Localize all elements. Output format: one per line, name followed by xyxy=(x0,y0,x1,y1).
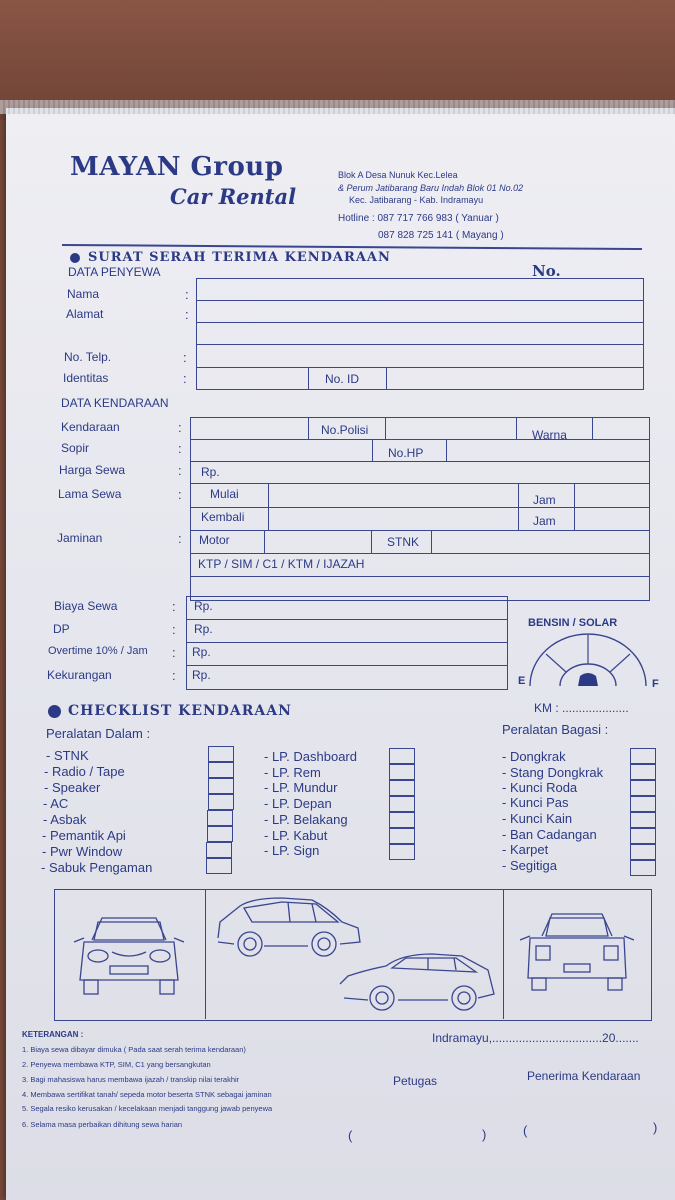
mulai-label: Mulai xyxy=(210,487,239,501)
car-side-right-icon xyxy=(336,950,500,1012)
bullet-icon xyxy=(70,253,80,263)
row-line xyxy=(190,507,650,508)
colon: : xyxy=(172,645,176,660)
checkbox[interactable] xyxy=(389,812,415,828)
col-line xyxy=(371,530,372,553)
col-line xyxy=(372,439,373,461)
rp-label: Rp. xyxy=(194,622,213,636)
col-line xyxy=(268,483,269,530)
checklist-item: - Stang Dongkrak xyxy=(502,765,604,780)
col-line xyxy=(516,417,517,439)
warna-label: Warna xyxy=(532,428,567,442)
checklist-item: - Segitiga xyxy=(502,858,557,873)
dp-label: DP xyxy=(53,622,70,636)
fuel-empty: E xyxy=(518,675,526,687)
col-line xyxy=(503,889,504,1019)
checkbox[interactable] xyxy=(206,842,232,858)
harga-sewa-label: Harga Sewa xyxy=(59,463,126,477)
checklist-item: - Kunci Roda xyxy=(502,780,578,795)
col-line xyxy=(431,530,432,553)
note-item: 5. Segala resiko kerusakan / kecelakaan menjadi tanggung jawab penyewa xyxy=(22,1104,273,1113)
car-rear-icon xyxy=(520,908,634,998)
rp-label: Rp. xyxy=(201,465,220,479)
checklist-item: - Pwr Window xyxy=(42,844,123,859)
checkbox[interactable] xyxy=(389,780,415,796)
row-line xyxy=(190,483,650,484)
hotline-1: Hotline : 087 717 766 983 ( Yanuar ) xyxy=(338,213,499,224)
colon: : xyxy=(172,622,176,637)
note-item: 2. Penyewa membawa KTP, SIM, C1 yang bersangkutan xyxy=(22,1060,211,1069)
checklist-item: - LP. Kabut xyxy=(264,828,328,843)
colon: : xyxy=(178,420,182,435)
checkbox[interactable] xyxy=(630,812,656,828)
colon: : xyxy=(183,371,187,386)
checklist-item: - LP. Depan xyxy=(264,796,332,811)
rp-label: Rp. xyxy=(192,645,211,659)
payment-box xyxy=(186,596,508,690)
hotline-2: 087 828 725 141 ( Mayang ) xyxy=(378,230,504,241)
stnk-label: STNK xyxy=(387,535,420,549)
checklist-item: - Kunci Pas xyxy=(502,795,569,810)
signature-paren-open: ( xyxy=(348,1128,353,1143)
brand-name: MAYAN Group xyxy=(70,152,284,182)
colon: : xyxy=(178,487,182,502)
brand-subtitle: Car Rental xyxy=(170,184,297,209)
penerima-label: Penerima Kendaraan xyxy=(527,1069,641,1083)
row-line xyxy=(190,576,650,577)
col-line xyxy=(592,417,593,439)
row-line xyxy=(196,322,644,323)
col-line xyxy=(385,417,386,439)
rp-label: Rp. xyxy=(194,599,213,613)
renter-heading: DATA PENYEWA xyxy=(68,265,161,279)
row-line xyxy=(186,619,508,620)
signature-paren-close: ) xyxy=(482,1127,487,1142)
vehicle-heading: DATA KENDARAAN xyxy=(61,396,169,410)
bagasi-heading: Peralatan Bagasi : xyxy=(502,722,609,737)
col-line xyxy=(308,367,309,389)
colon: : xyxy=(183,350,187,365)
checkbox[interactable] xyxy=(389,796,415,812)
fuel-title: BENSIN / SOLAR xyxy=(528,617,618,629)
col-line xyxy=(205,889,206,1019)
colon: : xyxy=(178,463,182,478)
checkbox[interactable] xyxy=(630,796,656,812)
address-line-2: & Perum Jatibarang Baru Indah Blok 01 No.02 xyxy=(338,183,524,193)
no-hp-label: No.HP xyxy=(388,446,424,460)
address-line-1: Blok A Desa Nunuk Kec.Lelea xyxy=(338,170,458,180)
colon: : xyxy=(172,668,176,683)
row-line xyxy=(196,300,644,301)
row-line xyxy=(186,665,508,666)
form-title: SURAT SERAH TERIMA KENDARAAN xyxy=(88,250,391,265)
docs-label: KTP / SIM / C1 / KTM / IJAZAH xyxy=(198,557,365,571)
telp-label: No. Telp. xyxy=(64,350,112,364)
kekurangan-label: Kekurangan xyxy=(47,668,112,682)
row-line xyxy=(190,439,650,440)
km-label: KM : .................... xyxy=(534,701,629,715)
nama-label: Nama xyxy=(67,287,100,301)
checklist-title: CHECKLIST KENDARAAN xyxy=(68,703,292,719)
car-front-icon xyxy=(72,912,186,1002)
row-line xyxy=(190,461,650,462)
checkbox[interactable] xyxy=(207,826,233,842)
jam-label: Jam xyxy=(533,514,556,528)
colon: : xyxy=(185,287,189,302)
colon: : xyxy=(178,441,182,456)
motor-label: Motor xyxy=(199,533,230,547)
checkbox[interactable] xyxy=(389,844,415,860)
checklist-item: - Radio / Tape xyxy=(44,764,125,779)
kembali-label: Kembali xyxy=(201,510,245,524)
checklist-item: - STNK xyxy=(46,748,89,763)
signature-paren-open: ( xyxy=(523,1123,528,1138)
col-line xyxy=(386,367,387,389)
row-line xyxy=(196,367,644,368)
checkbox[interactable] xyxy=(630,764,656,780)
checkbox[interactable] xyxy=(630,780,656,796)
checklist-item: - Dongkrak xyxy=(502,749,566,764)
checklist-item: - LP. Rem xyxy=(264,765,321,780)
checkbox[interactable] xyxy=(389,748,415,764)
row-line xyxy=(190,530,650,531)
checklist-item: - Asbak xyxy=(43,812,87,827)
col-line xyxy=(308,417,309,439)
checklist-item: - Speaker xyxy=(44,780,101,795)
bullet-icon xyxy=(48,705,61,718)
checkbox[interactable] xyxy=(207,810,233,826)
sopir-label: Sopir xyxy=(61,441,90,455)
checklist-item: - LP. Dashboard xyxy=(264,749,357,764)
jam-label: Jam xyxy=(533,493,556,507)
col-line xyxy=(264,530,265,553)
checklist-item: - Kunci Kain xyxy=(502,811,573,826)
no-id-label: No. ID xyxy=(325,372,360,386)
colon: : xyxy=(178,531,182,546)
checklist-item: - Karpet xyxy=(502,842,549,857)
col-line xyxy=(518,483,519,530)
checklist-item: - Ban Cadangan xyxy=(502,827,597,842)
checkbox[interactable] xyxy=(630,748,656,764)
checklist-item: - LP. Belakang xyxy=(264,812,348,827)
checkbox[interactable] xyxy=(206,858,232,874)
checkbox[interactable] xyxy=(389,828,415,844)
lama-sewa-label: Lama Sewa xyxy=(58,487,122,501)
signature-paren-close: ) xyxy=(653,1120,658,1135)
rp-label: Rp. xyxy=(192,668,211,682)
no-polisi-label: No.Polisi xyxy=(321,423,369,437)
checklist-item: - LP. Sign xyxy=(264,843,320,858)
row-line xyxy=(190,553,650,554)
checkbox[interactable] xyxy=(630,828,656,844)
biaya-sewa-label: Biaya Sewa xyxy=(54,599,118,613)
nama-field[interactable] xyxy=(196,289,642,299)
note-item: 6. Selama masa perbaikan dihitung sewa harian xyxy=(22,1120,183,1129)
petugas-label: Petugas xyxy=(393,1074,438,1088)
row-line xyxy=(186,642,508,643)
checkbox[interactable] xyxy=(208,778,234,794)
checkbox[interactable] xyxy=(630,860,656,876)
fuel-full: F xyxy=(652,678,659,690)
note-item: 1. Biaya sewa dibayar dimuka ( Pada saat serah terima kendaraan) xyxy=(22,1045,246,1054)
checklist-item: - AC xyxy=(43,796,69,811)
col-line xyxy=(574,483,575,530)
checkbox[interactable] xyxy=(208,746,234,762)
binder-edge xyxy=(0,100,675,114)
form-number-label: No. xyxy=(532,262,561,280)
checklist-item: - LP. Mundur xyxy=(264,780,338,795)
row-line xyxy=(196,344,644,345)
checkbox[interactable] xyxy=(208,762,234,778)
alamat-label: Alamat xyxy=(66,307,104,321)
checkbox[interactable] xyxy=(389,764,415,780)
fuel-gauge-icon xyxy=(524,630,652,690)
note-item: 4. Membawa sertifikat tanah/ sepeda motor beserta STNK sebagai jaminan xyxy=(22,1090,272,1099)
dalam-heading: Peralatan Dalam : xyxy=(46,726,151,741)
vehicle-box xyxy=(190,417,650,601)
checklist-item: - Sabuk Pengaman xyxy=(41,860,153,875)
notes-title: KETERANGAN : xyxy=(22,1030,84,1039)
address-line-3: Kec. Jatibarang - Kab. Indramayu xyxy=(349,195,484,205)
identitas-label: Identitas xyxy=(63,371,109,385)
note-item: 3. Bagi mahasiswa harus membawa ijazah / transkip nilai terakhir xyxy=(22,1075,240,1084)
jaminan-label: Jaminan xyxy=(57,531,103,545)
place-date-line[interactable]: Indramayu,.................................20....... xyxy=(432,1031,639,1045)
overtime-label: Overtime 10% / Jam xyxy=(48,645,148,657)
checkbox[interactable] xyxy=(630,844,656,860)
kendaraan-label: Kendaraan xyxy=(61,420,120,434)
colon: : xyxy=(172,599,176,614)
colon: : xyxy=(185,307,189,322)
col-line xyxy=(446,439,447,461)
checklist-item: - Pemantik Api xyxy=(42,828,126,843)
checkbox[interactable] xyxy=(208,794,234,810)
